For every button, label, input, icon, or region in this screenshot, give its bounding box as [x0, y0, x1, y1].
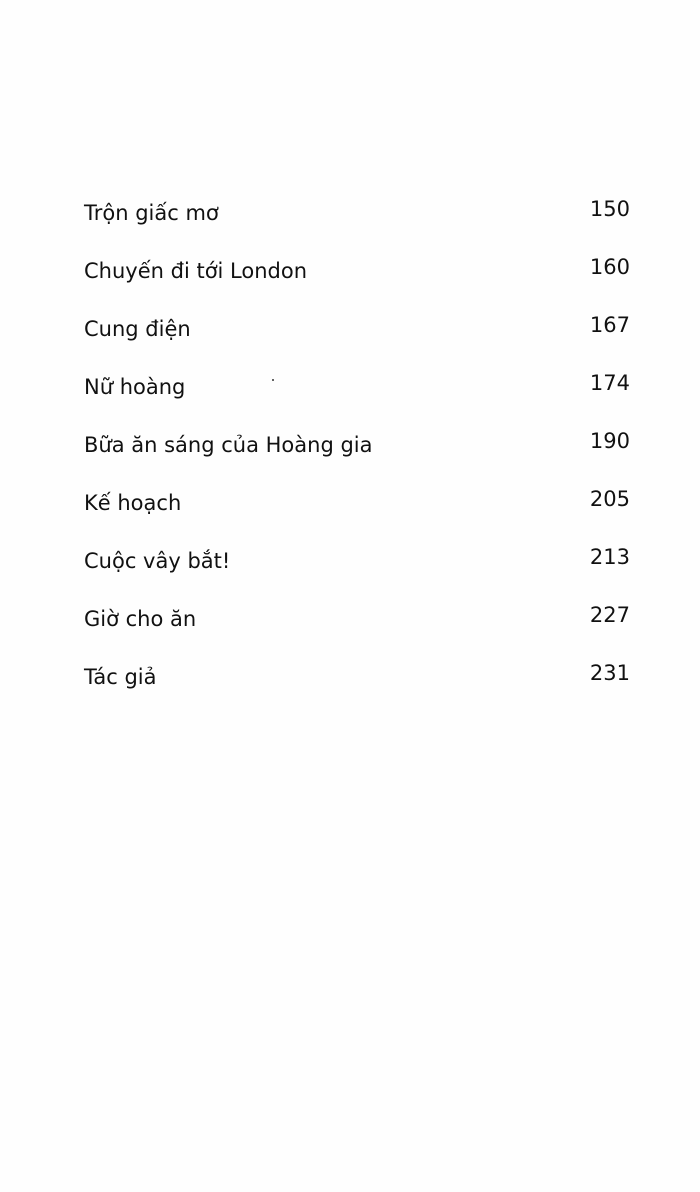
table-of-contents	[84, 190, 630, 712]
toc-entry-title: Giờ cho ăn	[84, 607, 197, 631]
toc-entry-title: Cuộc vây bắt!	[84, 549, 231, 573]
toc-entry	[84, 248, 630, 306]
toc-entry-title: Kế hoạch	[84, 491, 182, 515]
toc-entry	[84, 190, 630, 248]
toc-entry	[84, 654, 630, 712]
toc-entry	[84, 306, 630, 364]
toc-entry-page: 150	[589, 197, 630, 221]
toc-entry-page: 167	[589, 313, 630, 337]
toc-entry-title: Tác giả	[84, 665, 157, 689]
toc-entry-page: 227	[589, 603, 630, 627]
toc-entry-page: 190	[589, 429, 630, 453]
toc-entry-page: 160	[589, 255, 630, 279]
toc-entry-page: 174	[589, 371, 630, 395]
toc-entry	[84, 538, 630, 596]
toc-entry-page: 231	[589, 661, 630, 685]
toc-entry-title: Cung điện	[84, 317, 191, 341]
toc-entry	[84, 422, 630, 480]
toc-entry-title: Chuyến đi tới London	[84, 259, 308, 283]
scan-speck	[272, 379, 274, 381]
toc-entry-title: Nữ hoàng	[84, 375, 186, 399]
toc-entry-title: Trộn giấc mơ	[84, 201, 219, 225]
toc-entry-page: 205	[589, 487, 630, 511]
toc-entry	[84, 364, 630, 422]
toc-entry	[84, 596, 630, 654]
toc-entry-title: Bữa ăn sáng của Hoàng gia	[84, 433, 373, 457]
toc-entry-page: 213	[589, 545, 630, 569]
toc-entry	[84, 480, 630, 538]
